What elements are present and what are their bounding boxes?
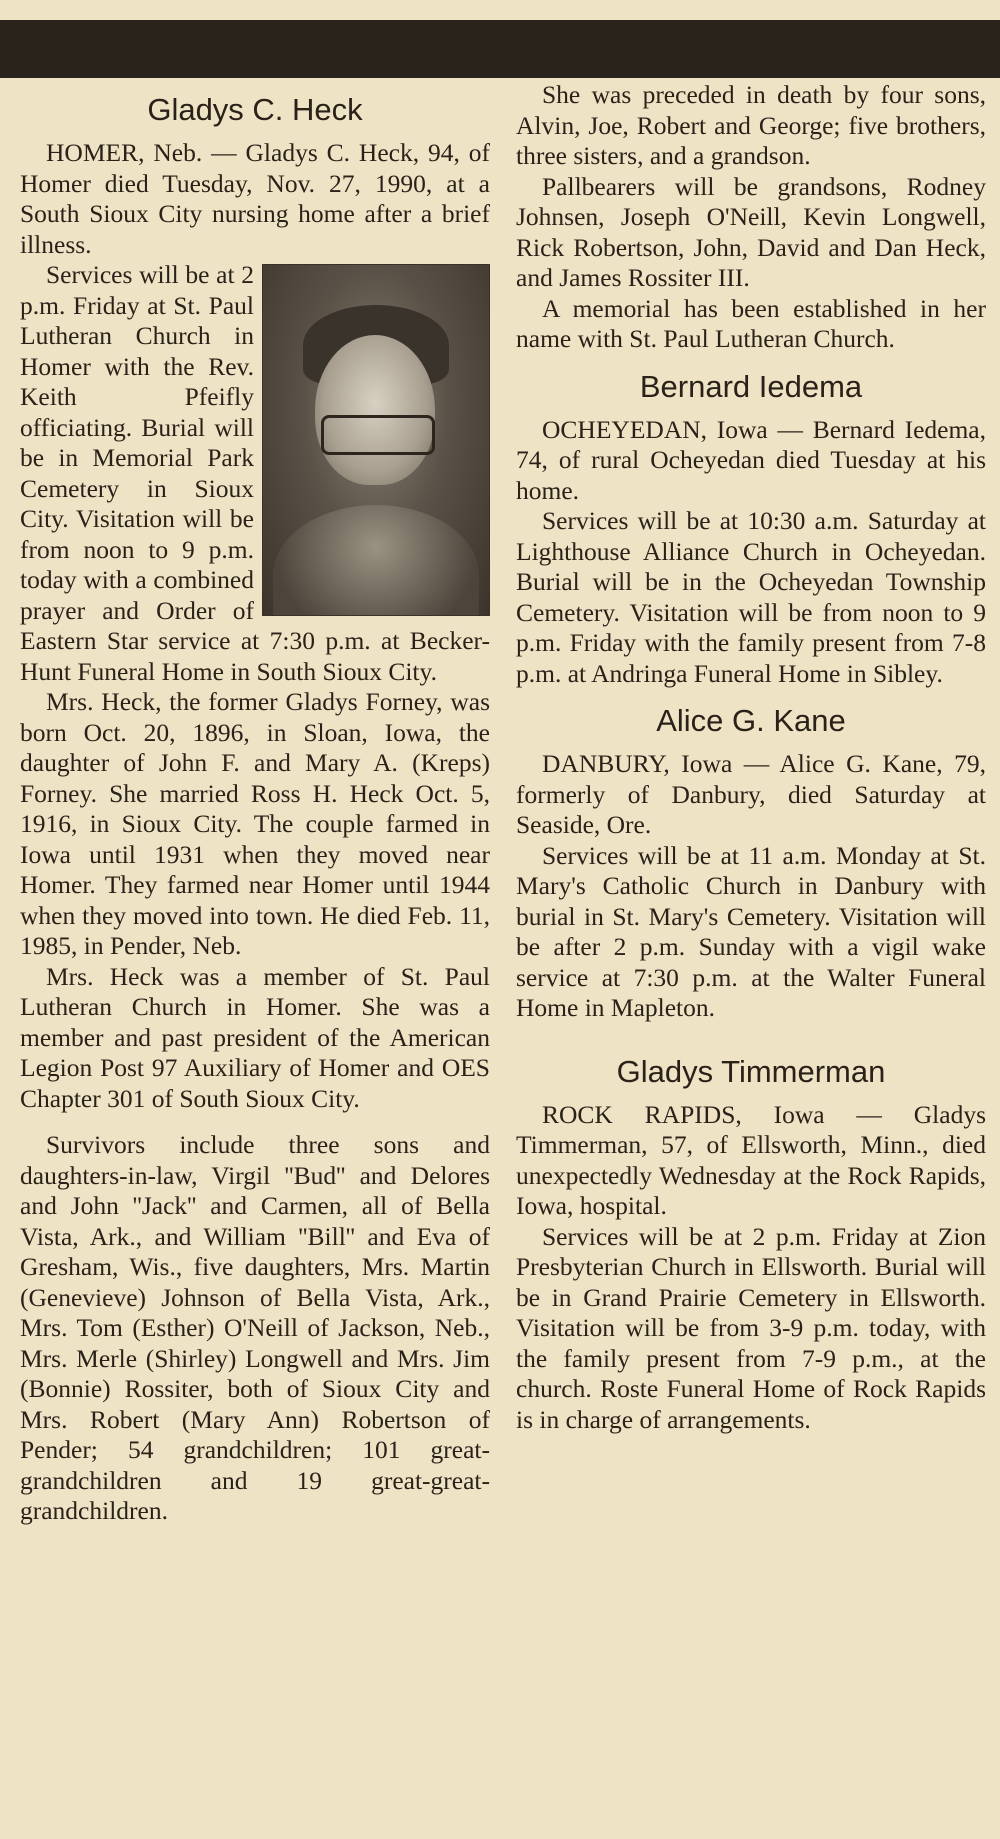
left-column: [20, 80, 490, 1527]
photo-glasses: [321, 415, 435, 455]
obituary-heading-timmerman: Gladys Timmerman: [616, 1053, 886, 1089]
timmerman-paragraph-1: ROCK RAPIDS, Iowa — Gladys Timmerman, 57, of Ellsworth, Minn., died unexpectedly Wednesday at the Rock Rapids, Iowa, hospital.: [516, 1099, 986, 1220]
right-column: [516, 80, 986, 1435]
heck-paragraph-3: Mrs. Heck, the former Gladys Forney, was born Oct. 20, 1896, in Sloan, Iowa, the daughter of John F. and Mary A. (Kreps) Forney. She married Ross H. Heck Oct. 5, 1916, in Sioux City. The couple farmed in Iowa until 1931 when they moved near Homer. They farmed near Homer until 1944 when they moved into town. He died Feb. 11, 1985, in Pender, Neb.: [20, 687, 490, 960]
heck-paragraph-6: She was preceded in death by four sons, Alvin, Joe, Robert and George; five brothers, three sisters, and a grandson.: [516, 80, 986, 170]
heck-services-block: [20, 260, 490, 687]
photo-face: [315, 335, 435, 485]
heck-paragraph-4: Mrs. Heck was a member of St. Paul Lutheran Church in Homer. She was a member and past president of the American Legion Post 97 Auxiliary of Homer and OES Chapter 301 of South Sioux City.: [20, 961, 490, 1113]
iedema-paragraph-2: Services will be at 10:30 a.m. Saturday at Lighthouse Alliance Church in Ocheyedan. Burial will be in the Ocheyedan Township Cemetery. Visitation will be from noon to 9 p.m. Friday with the family present from 7-8 p.m. at Andringa Funeral Home in Sibley.: [516, 506, 986, 688]
heck-paragraph-5: Survivors include three sons and daughters-in-law, Virgil ''Bud'' and Delores and John ''Jack'' and Carmen, all of Bella Vista, Ark., and William ''Bill'' and Eva of Gresham, Wis., five daughters, Mrs. Martin (Genevieve) Johnson of Bella Vista, Ark., Mrs. Tom (Esther) O'Neill of Jackson, Neb., Mrs. Merle (Shirley) Longwell and Mrs. Jim (Bonnie) Rossiter, both of Sioux City and Mrs. Robert (Mary Ann) Robertson of Pender; 54 grandchildren; 101 great-grandchildren and 19 great-great-grandchildren.: [20, 1130, 490, 1525]
photo-body: [273, 505, 479, 616]
header-bar: [0, 20, 1000, 78]
kane-paragraph-1: DANBURY, Iowa — Alice G. Kane, 79, formerly of Danbury, died Saturday at Seaside, Ore.: [516, 749, 986, 839]
obituary-heading-heck: Gladys C. Heck: [147, 92, 363, 127]
paragraph-gap: [516, 1024, 986, 1040]
kane-paragraph-2: Services will be at 11 a.m. Monday at St. Mary's Catholic Church in Danbury with burial in St. Mary's Cemetery. Visitation will be after 2 p.m. Sunday with a vigil wake service at 7:30 p.m. at the Walter Funeral Home in Mapleton.: [516, 840, 986, 1022]
heck-paragraph-8: A memorial has been established in her name with St. Paul Lutheran Church.: [516, 293, 986, 353]
heck-paragraph-7: Pallbearers will be grandsons, Rodney Johnsen, Joseph O'Neill, Kevin Longwell, Rick Robertson, John, David and Dan Heck, and James Rossiter III.: [516, 171, 986, 292]
heck-paragraph-1: HOMER, Neb. — Gladys C. Heck, 94, of Homer died Tuesday, Nov. 27, 1990, at a South Sioux City nursing home after a brief illness.: [20, 138, 490, 259]
heck-paragraph-2: Services will be at 2 p.m. Friday at St. Paul Lutheran Church in Homer with the Rev. Keith Pfeifly officiating. Burial will be in Memorial Park Cemetery in Sioux City. Visitation will be from noon to 9 p.m. today with a combined prayer and Order of Eastern Star service at 7:30 p.m. at Becker-Hunt Funeral Home in South Sioux City.: [20, 260, 490, 686]
obituary-heading-iedema: Bernard Iedema: [639, 368, 863, 404]
obituary-heading-kane: Alice G. Kane: [656, 703, 846, 738]
iedema-paragraph-1: OCHEYEDAN, Iowa — Bernard Iedema, 74, of rural Ocheyedan died Tuesday at his home.: [516, 414, 986, 505]
paragraph-gap: [20, 1114, 490, 1130]
timmerman-paragraph-2: Services will be at 2 p.m. Friday at Zion Presbyterian Church in Ellsworth. Burial will be in Grand Prairie Cemetery in Ellsworth. Visitation will be from 3-9 p.m. today, with the family present from 7-9 p.m., at the church. Roste Funeral Home of Rock Rapids is in charge of arrangements.: [516, 1221, 986, 1434]
portrait-photo: [262, 264, 490, 616]
